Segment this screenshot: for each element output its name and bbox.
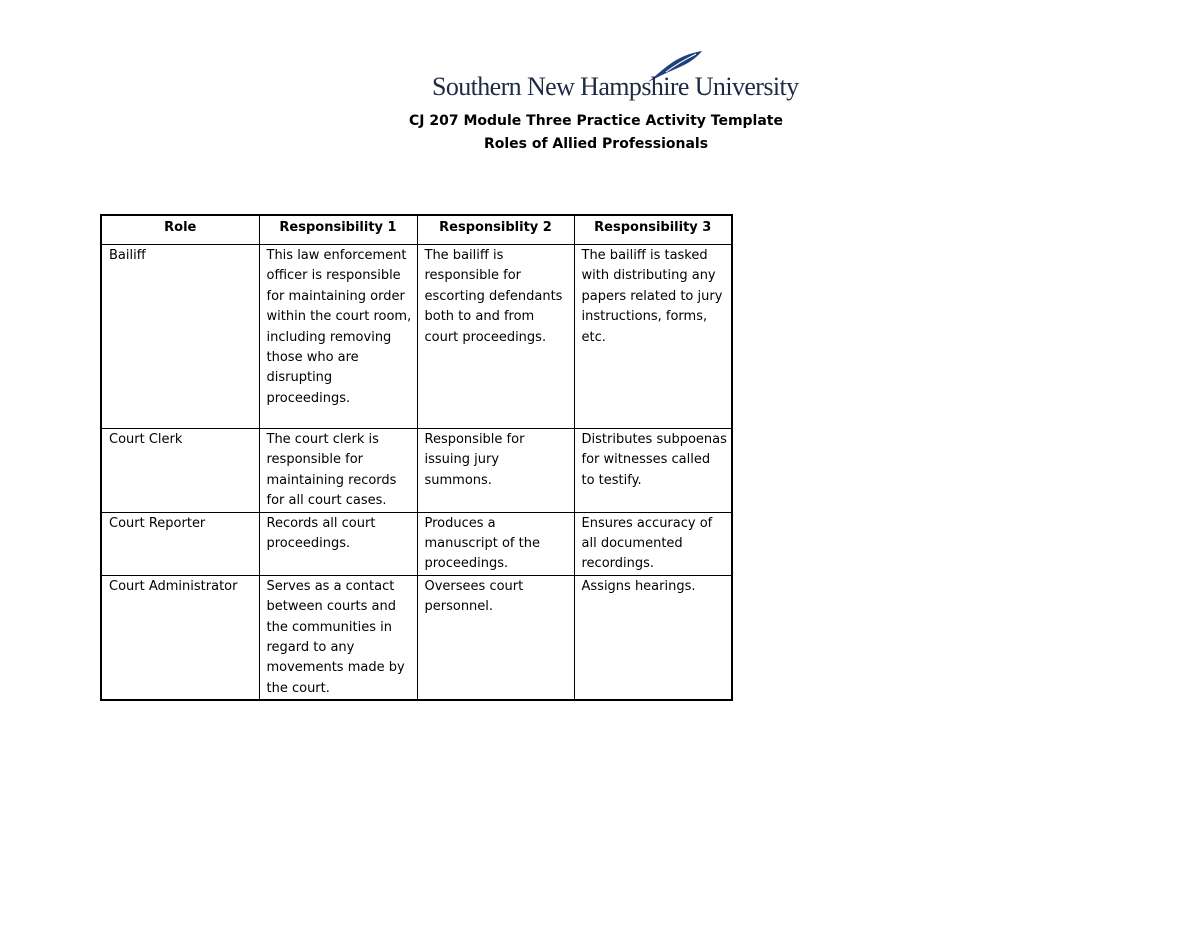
table-row [101, 575, 732, 700]
role-cell: Court Administrator [101, 575, 259, 700]
header-responsibility-2: Responsiblity 2 [417, 215, 574, 245]
responsibility-1-cell: This law enforcement officer is responsible for maintaining order within the court room, including removing those who are disrupting proceedings. [259, 245, 417, 429]
table-header-row [101, 215, 732, 245]
responsibility-2-cell: Produces a manuscript of the proceedings. [417, 512, 574, 575]
role-cell: Court Reporter [101, 512, 259, 575]
responsibility-3-cell: Distributes subpoenas for witnesses called to testify. [574, 429, 732, 513]
header-role: Role [101, 215, 259, 245]
responsibility-3-cell: Assigns hearings. [574, 575, 732, 700]
responsibility-2-cell: Oversees court personnel. [417, 575, 574, 700]
role-cell: Bailiff [101, 245, 259, 429]
header-responsibility-3: Responsibility 3 [574, 215, 732, 245]
role-cell: Court Clerk [101, 429, 259, 513]
roles-table [100, 214, 733, 701]
table-row [101, 512, 732, 575]
responsibility-1-cell: Serves as a contact between courts and the communities in regard to any movements made by the court. [259, 575, 417, 700]
responsibility-3-cell: The bailiff is tasked with distributing any papers related to jury instructions, forms, etc. [574, 245, 732, 429]
table-row [101, 429, 732, 513]
header-responsibility-1: Responsibility 1 [259, 215, 417, 245]
responsibility-1-cell: Records all court proceedings. [259, 512, 417, 575]
responsibility-1-cell: The court clerk is responsible for maintaining records for all court cases. [259, 429, 417, 513]
document-title: CJ 207 Module Three Practice Activity Template [409, 113, 783, 129]
responsibility-2-cell: The bailiff is responsible for escorting defendants both to and from court proceedings. [417, 245, 574, 429]
university-name: Southern New Hampshire University [432, 72, 799, 101]
document-subtitle: Roles of Allied Professionals [483, 136, 709, 152]
table-row [101, 245, 732, 429]
university-logo [432, 50, 799, 106]
responsibility-2-cell: Responsible for issuing jury summons. [417, 429, 574, 513]
responsibility-3-cell: Ensures accuracy of all documented recordings. [574, 512, 732, 575]
